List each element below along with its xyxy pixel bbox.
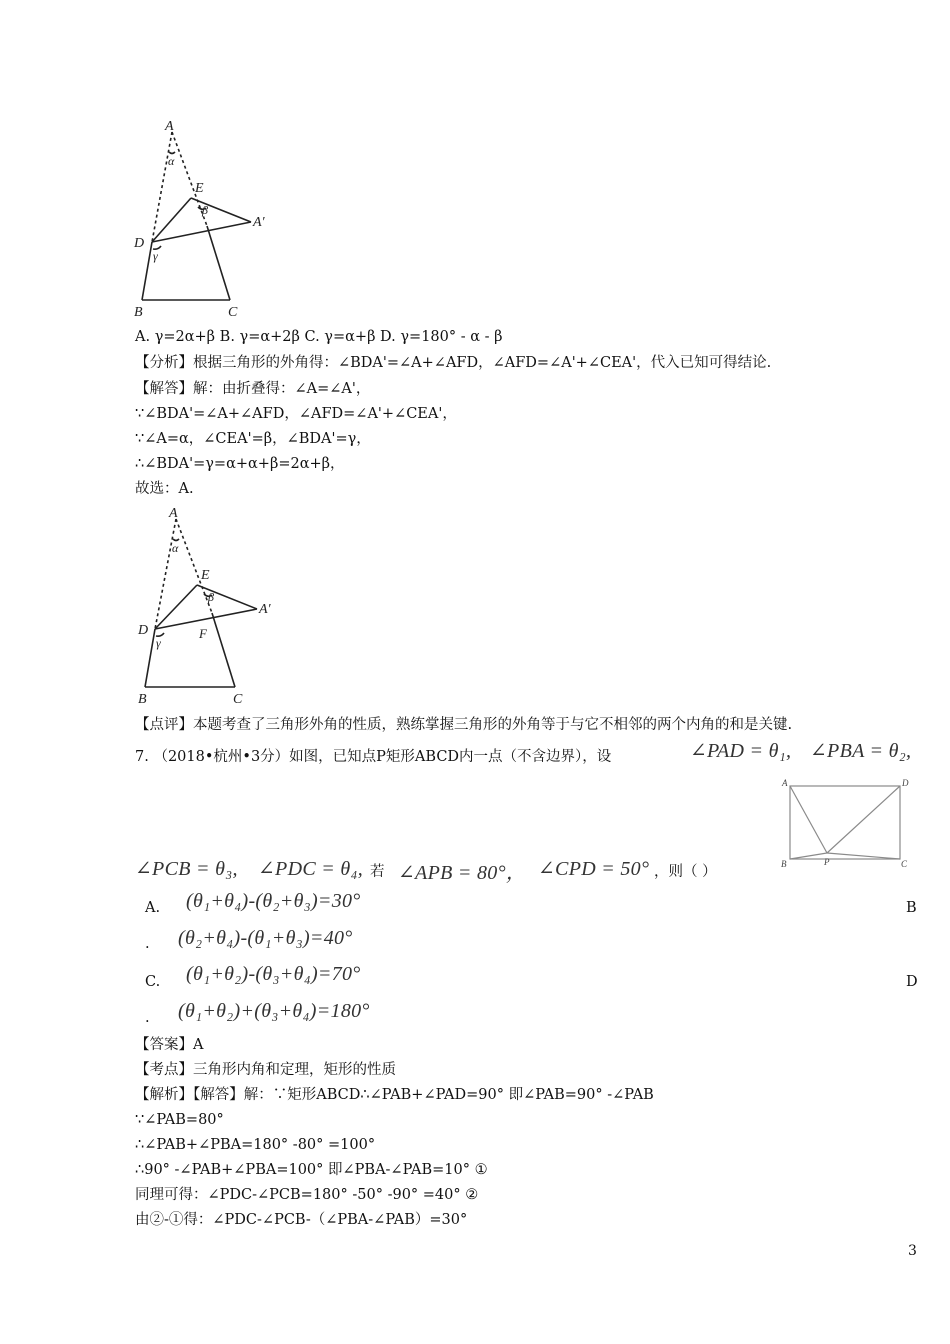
label-gamma: γ [156, 636, 161, 650]
q7-point: 【考点】三角形内角和定理，矩形的性质 [135, 1062, 396, 1078]
math-theta1: ∠PAD = θ₁, [690, 740, 792, 762]
math-theta3: ∠PCB = θ₃, [135, 858, 238, 880]
label-c: C [233, 692, 243, 707]
q6-analysis: 【分析】根据三角形的外角得：∠BDA'=∠A+∠AFD，∠AFD=∠A'+∠CEA'，代入已知可得结论. [135, 355, 772, 371]
dashed-ad [152, 132, 172, 242]
math-cpd: ∠CPD = 50° [538, 858, 650, 880]
q6-comment: 【点评】本题考查了三角形外角的性质，熟练掌握三角形的外角等于与它不相邻的两个内角的和是关键. [135, 717, 793, 733]
page-number: 3 [908, 1243, 917, 1259]
rect-label-a: A [782, 778, 788, 788]
label-a-prime: A′ [253, 215, 265, 230]
fold-figure-1 [125, 118, 285, 323]
label-b: B [134, 305, 143, 320]
label-gamma: γ [153, 249, 158, 263]
math-apb: ∠APB = 80°， [398, 862, 527, 884]
q6-options: A. γ=2α+β B. γ=α+2β C. γ=α+β D. γ=180° - α - β [135, 329, 503, 345]
q7-intro: 7. （2018•杭州•3分）如图，已知点P矩形ABCD内一点（不含边界），设 [135, 749, 612, 765]
q7-explain-line-3: ∴∠PAB+∠PBA=180° -80° =100° [135, 1137, 376, 1153]
then-text: ，则（ ） [654, 864, 717, 880]
option-d-dot: . [145, 1010, 150, 1026]
q7-explain-line-4: ∴90° -∠PAB+∠PBA=100° 即∠PBA-∠PAB=10° ① [135, 1162, 488, 1178]
segment-ap [790, 786, 827, 853]
segment-cp [827, 853, 900, 859]
q7-explain-line-5: 同理可得：∠PDC-∠PCB=180° -50° -90° =40° ② [135, 1187, 479, 1203]
option-b-expr: (θ₂+θ₄)-(θ₁+θ₃)=40° [178, 927, 353, 949]
option-b-letter: B [906, 900, 917, 916]
option-d-letter: D [906, 974, 918, 990]
segment-dp [827, 786, 900, 853]
segment-ea [197, 585, 257, 609]
rect-label-p: P [824, 857, 830, 867]
label-a-prime: A′ [259, 602, 271, 617]
fold-figure-2 [130, 505, 290, 710]
q7-answer: 【答案】A [135, 1037, 204, 1053]
label-d: D [138, 623, 149, 638]
rectangle-figure [778, 774, 913, 874]
segment-fc [212, 613, 235, 687]
if-text: 若 [370, 864, 385, 880]
label-beta: β [208, 590, 214, 604]
label-f: F [199, 626, 207, 641]
option-d-expr: (θ₁+θ₂)+(θ₃+θ₄)=180° [178, 1000, 370, 1022]
label-alpha: α [172, 541, 179, 555]
option-c-expr: (θ₁+θ₂)-(θ₃+θ₄)=70° [186, 963, 361, 985]
segment-ea [191, 198, 251, 222]
math-theta2: ∠PBA = θ₂, [810, 740, 912, 762]
label-a: A [165, 119, 174, 134]
math-theta4: ∠PDC = θ₄, [258, 858, 364, 880]
dashed-ae [176, 519, 212, 613]
option-b-dot: . [145, 936, 150, 952]
rect-label-b: B [781, 859, 787, 869]
q7-explain-line-6: 由②-①得：∠PDC-∠PCB-（∠PBA-∠PAB）=30° [135, 1212, 468, 1228]
rect-label-c: C [901, 859, 908, 869]
rect-abcd [790, 786, 900, 859]
q6-solution-line-4: ∴∠BDA'=γ=α+α+β=2α+β， [135, 456, 345, 472]
q6-solution-line-1: 【解答】解：由折叠得：∠A=∠A'， [135, 381, 371, 397]
q6-solution-line-2: ∵∠BDA'=∠A+∠AFD，∠AFD=∠A'+∠CEA'， [135, 406, 457, 422]
rect-label-d: D [902, 778, 909, 788]
segment-fc [207, 226, 230, 300]
option-a-expr: (θ₁+θ₄)-(θ₂+θ₃)=30° [186, 890, 361, 912]
label-alpha: α [168, 154, 175, 168]
option-c-letter: C. [145, 974, 161, 990]
label-c: C [228, 305, 238, 320]
segment-bp [790, 853, 827, 859]
label-beta: β [202, 203, 208, 217]
q7-explain-line-2: ∵∠PAB=80° [135, 1112, 224, 1128]
label-e: E [201, 568, 210, 583]
q6-solution-line-3: ∵∠A=α，∠CEA'=β，∠BDA'=γ， [135, 431, 371, 447]
label-d: D [134, 236, 145, 251]
dashed-ad [155, 519, 176, 629]
q7-explain-line-1: 【解析】【解答】解：∵矩形ABCD∴∠PAB+∠PAD=90° 即∠PAB=90° -∠PAB [135, 1087, 654, 1103]
label-a: A [169, 506, 178, 521]
label-e: E [195, 181, 204, 196]
label-b: B [138, 692, 147, 707]
q6-solution-line-5: 故选：A. [135, 481, 194, 497]
option-a-letter: A. [145, 900, 161, 916]
